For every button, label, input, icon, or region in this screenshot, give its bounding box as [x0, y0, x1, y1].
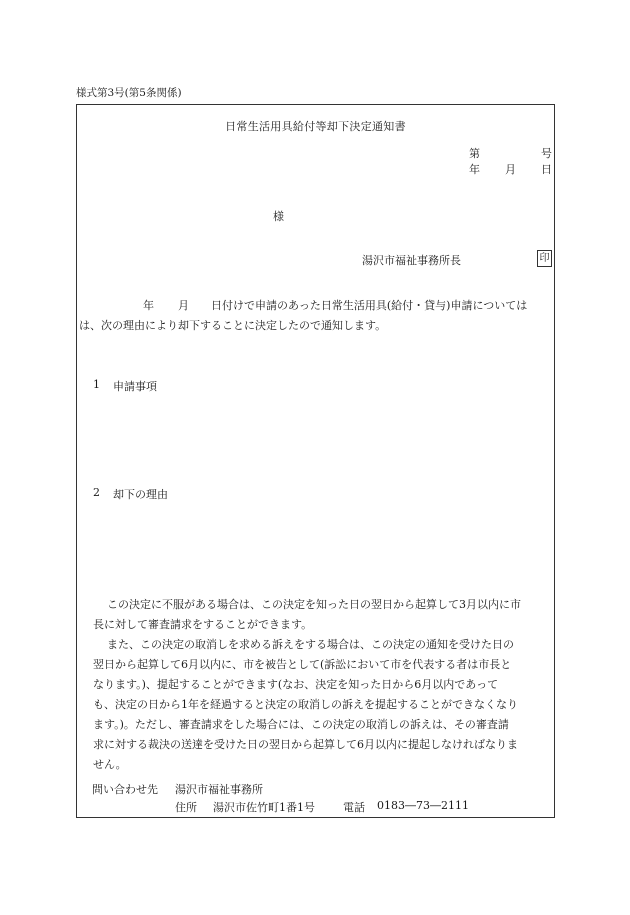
phone-label: 電話: [343, 801, 365, 814]
date-year: 年: [469, 163, 480, 176]
issuer-name: 湯沢市福祉事務所長: [362, 254, 461, 267]
contact-label: 問い合わせ先: [92, 783, 158, 796]
number-go: 号: [541, 147, 552, 160]
notice-p1-line-2: 長に対して審査請求をすることができます。: [93, 618, 313, 631]
seal-mark: 印: [537, 250, 552, 267]
intro-paragraph: [79, 296, 553, 336]
form-number: 様式第3号(第5条関係): [76, 87, 182, 99]
contact-office: 湯沢市福祉事務所: [175, 783, 263, 796]
section-1-label: 申請事項: [113, 380, 157, 393]
notice-p1-line-1: この決定に不服がある場合は、この決定を知った日の翌日から起算して3月以内に市: [107, 598, 521, 611]
address-value: 湯沢市佐竹町1番1号: [213, 801, 315, 814]
section-2-number: 2: [93, 486, 100, 499]
number-dai: 第: [469, 147, 480, 160]
appeal-notice: [79, 595, 553, 775]
notice-p2-line-1: また、この決定の取消しを求める訴えをする場合は、この決定の通知を受けた日の: [107, 638, 514, 651]
intro-year: 年: [143, 299, 154, 312]
addressee-suffix: 様: [273, 210, 284, 223]
intro-line-1: [79, 296, 553, 316]
notice-p2-line-7: せん。: [93, 758, 127, 771]
phone-value: 0183―73―2111: [377, 799, 469, 812]
document-title: 日常生活用具給付等却下決定通知書: [225, 120, 406, 133]
intro-line-1-text: 日付けで申請のあった日常生活用具(給付・貸与)申請については: [211, 299, 528, 312]
document-frame: [76, 104, 555, 818]
date-month: 月: [505, 163, 516, 176]
section-1-number: 1: [93, 378, 100, 391]
intro-month: 月: [178, 299, 189, 312]
date-day: 日: [541, 163, 552, 176]
notice-p2-line-4: も、決定の日から1年を経過すると決定の取消しの訴えを提起することができなくなり: [93, 698, 518, 711]
intro-line-2: は、次の理由により却下することに決定したので通知します。: [79, 319, 387, 332]
section-2-label: 却下の理由: [113, 488, 168, 501]
notice-p2-line-6: 求に対する裁決の送達を受けた日の翌日から起算して6月以内に提起しなければなりま: [93, 738, 518, 751]
notice-p2-line-5: ます。)。ただし、審査請求をした場合には、この決定の取消しの訴えは、その審査請: [93, 718, 509, 731]
notice-p2-line-2: 翌日から起算して6月以内に、市を被告として(訴訟において市を代表する者は市長と: [93, 658, 512, 671]
notice-p2-line-3: なります。)、提起することができます(なお、決定を知った日から6月以内であって: [93, 678, 499, 691]
address-label: 住所: [175, 801, 197, 814]
